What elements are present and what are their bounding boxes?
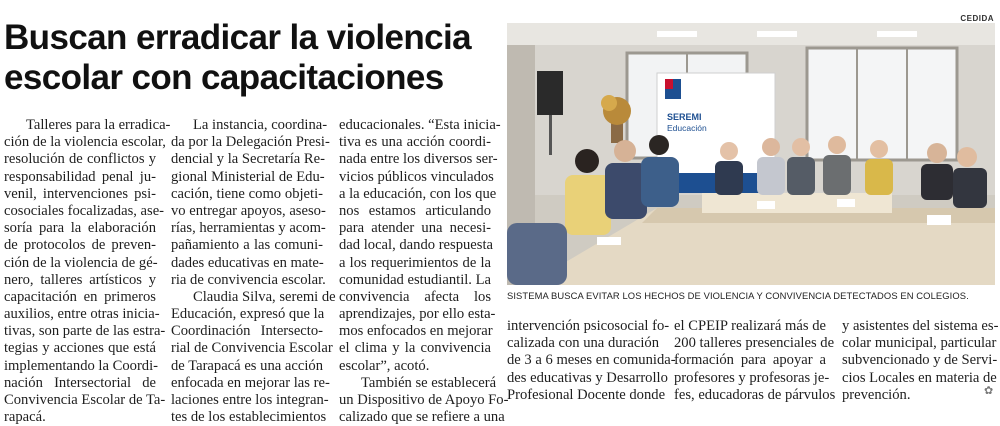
article-line: dad local, dando respuesta xyxy=(339,237,493,254)
article-line: dencial y la Secretaría Re- xyxy=(171,151,325,168)
article-line: Profesional Docente donde xyxy=(507,386,666,403)
article-line: 200 talleres presenciales de xyxy=(674,335,835,352)
article-column-2 xyxy=(171,117,336,426)
article-column-4 xyxy=(507,318,676,404)
article-line: Coordinación Intersecto- xyxy=(171,323,323,340)
article-line: capacitación en primeros xyxy=(4,288,156,305)
article-line: el CPEIP realizará más de xyxy=(674,318,826,334)
article-line: implementando la Coordi- xyxy=(4,357,159,374)
article-line: Talleres para la erradica- xyxy=(26,117,171,133)
article-line: La instancia, coordina- xyxy=(193,117,328,133)
article-line: soría para la elaboración xyxy=(4,220,156,237)
article-line: prevención. xyxy=(842,386,911,403)
article-line: ción de la violencia de gé- xyxy=(4,254,158,271)
headline xyxy=(4,18,499,98)
article-line: tes de los establecimientos xyxy=(171,409,327,426)
article-line: nada entre los diversos ser- xyxy=(339,151,498,168)
article-line: nación Intersectorial de xyxy=(4,374,156,391)
article-line: de Tarapacá es una acción xyxy=(171,357,323,374)
article-line: subvencionado y de Servi- xyxy=(842,352,998,369)
article-line: responsabilidad penal ju- xyxy=(4,168,156,185)
article-line: laciones entre los integran- xyxy=(171,392,329,408)
article-line: de 3 a 6 meses en comunida- xyxy=(507,352,676,369)
article-line: mos enfocados en mejorar xyxy=(339,323,493,340)
article-line: de protocolos de preven- xyxy=(4,237,156,254)
article-line: ción de la violencia escolar, xyxy=(4,134,166,151)
article-line: fes, educadoras de párvulos xyxy=(674,386,836,403)
article-line: escolar”, acotó. xyxy=(339,357,430,374)
photo-credit: CEDIDA xyxy=(960,14,994,23)
banner-subtitle: Educación xyxy=(667,123,707,133)
article-line: También se establecerá xyxy=(361,374,497,391)
article-line: nos estamos articulando xyxy=(339,202,491,219)
photo-caption: SISTEMA BUSCA EVITAR LOS HECHOS DE VIOLENCIA Y CONVIVENCIA DETECTADOS EN COLEGIOS. xyxy=(507,290,969,301)
article-line: intervención psicosocial fo- xyxy=(507,318,670,334)
article-line: aprendizajes, por ello esta- xyxy=(339,306,496,323)
article-line: profesores y profesoras je- xyxy=(674,369,830,386)
article-column-1 xyxy=(4,117,171,426)
article-line: resolución de conflictos y xyxy=(4,151,156,168)
banner-title: SEREMI xyxy=(667,112,702,122)
article-line: venil, intervenciones psi- xyxy=(4,185,156,202)
article-line: colar municipal, particular xyxy=(842,335,997,352)
article-line: Claudia Silva, seremi de xyxy=(193,288,336,305)
article-line: nero, talleres artísticos y xyxy=(4,271,156,288)
article-line: para atender una necesi- xyxy=(339,220,491,237)
article-line: tivas, son parte de las estra- xyxy=(4,323,166,340)
article-line: a la educación, con los que xyxy=(339,185,497,202)
end-of-article-icon: ✿ xyxy=(984,385,994,397)
article-line: des educativas y Desarrollo xyxy=(507,369,668,386)
article-line: da por la Delegación Presi- xyxy=(171,134,330,151)
article-line: ria de convivencia escolar. xyxy=(171,271,326,288)
article-line: a los requerimientos de la xyxy=(339,254,491,271)
article-line: cios Locales en materia de xyxy=(842,369,997,386)
article-column-6 xyxy=(842,318,999,404)
article-line: rías, herramientas y acom- xyxy=(171,220,326,237)
article-line: cosociales focalizadas, ase- xyxy=(4,202,165,219)
meeting-photo-illustration xyxy=(507,23,995,285)
article-column-3 xyxy=(339,117,509,426)
article-line: cación, tiene como objeti- xyxy=(171,185,323,202)
article-line: comunidad estudiantil. La xyxy=(339,271,491,288)
news-photo xyxy=(507,23,995,285)
headline-line-1: Buscan erradicar la violencia xyxy=(4,18,472,57)
article-line: pañamiento a las comuni- xyxy=(171,237,323,254)
article-line: Educación, expresó que la xyxy=(171,306,325,323)
article-line: calizada con una duración xyxy=(507,335,659,352)
article-line: formación para apoyar a xyxy=(674,352,826,369)
article-line: gional Ministerial de Edu- xyxy=(171,168,325,185)
article-line: rapacá. xyxy=(4,409,46,426)
article-line: vicios públicos vinculados xyxy=(339,168,494,185)
article-line: dades educativas en mate- xyxy=(171,254,324,271)
article-line: Convivencia Escolar de Ta- xyxy=(4,392,166,408)
article-line: rial de Convivencia Escolar xyxy=(171,340,333,357)
article-line: calizado que se refiere a una xyxy=(339,409,505,426)
article-line: y asistentes del sistema es- xyxy=(842,318,999,334)
article-line: tegias y acciones que está xyxy=(4,340,156,357)
article-line: enfocada en mejorar las re- xyxy=(171,374,330,391)
article-column-5 xyxy=(674,318,836,404)
article-line: un Dispositivo de Apoyo Fo- xyxy=(339,392,509,408)
article-line: tiva es una acción coordi- xyxy=(339,134,491,151)
article-line: el clima y la convivencia xyxy=(339,340,491,357)
headline-line-2: escolar con capacitaciones xyxy=(4,58,444,97)
article-line: convivencia afecta los xyxy=(339,288,491,305)
article-line: auxilios, entre otras inicia- xyxy=(4,306,160,323)
article-line: vo entregar apoyos, aseso- xyxy=(171,202,326,219)
article-line: educacionales. “Esta inicia- xyxy=(339,117,501,133)
